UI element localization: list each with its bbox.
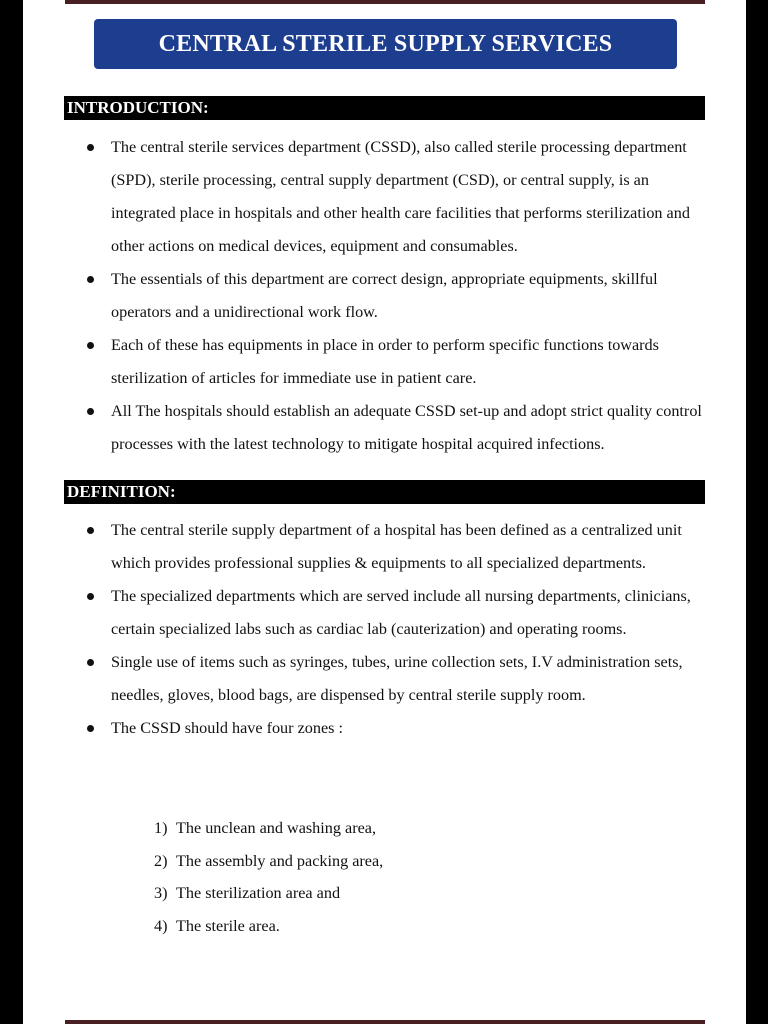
introduction-list bbox=[83, 131, 713, 461]
list-item bbox=[83, 514, 713, 580]
list-item-text: Single use of items such as syringes, tubes, urine collection sets, I.V administration sets, needles, gloves, blood bags, are dispensed by central sterile supply room. bbox=[111, 653, 683, 704]
zone-text: The unclean and washing area, bbox=[176, 819, 377, 837]
list-item bbox=[83, 580, 713, 646]
bullet-icon bbox=[87, 527, 94, 534]
title-banner bbox=[94, 19, 677, 69]
list-item bbox=[83, 646, 713, 712]
zone-item bbox=[154, 845, 383, 878]
zone-text: The sterilization area and bbox=[176, 884, 341, 902]
bullet-icon bbox=[87, 408, 94, 415]
bottom-rule bbox=[65, 1020, 705, 1024]
list-item-text: The central sterile services department (CSSD), also called sterile processing department (SPD), sterile processing, central supply department (CSD), or central supply, is an integrated place in hospitals and other health care facilities that performs sterilization and other actions on medical devices, equipment and consumables. bbox=[111, 138, 690, 255]
section-header-definition bbox=[64, 480, 705, 504]
section-heading: INTRODUCTION: bbox=[67, 98, 209, 117]
list-item bbox=[83, 263, 713, 329]
list-item-text: The CSSD should have four zones : bbox=[111, 719, 343, 737]
list-item-text: The central sterile supply department of a hospital has been defined as a centralized unit which provides professional supplies & equipments to all specialized departments. bbox=[111, 521, 682, 572]
definition-list bbox=[83, 514, 713, 745]
page-title: CENTRAL STERILE SUPPLY SERVICES bbox=[158, 30, 613, 57]
document-page bbox=[23, 0, 746, 1024]
bullet-icon bbox=[87, 725, 94, 732]
zone-text: The sterile area. bbox=[176, 916, 280, 935]
list-item bbox=[83, 712, 713, 745]
zone-number: 4) bbox=[154, 916, 168, 935]
zones-list bbox=[154, 812, 383, 942]
top-rule bbox=[65, 0, 705, 4]
zone-number: 2) bbox=[154, 851, 168, 870]
list-item bbox=[83, 329, 713, 395]
bullet-icon bbox=[87, 342, 94, 349]
bullet-icon bbox=[87, 659, 94, 666]
list-item-text: The essentials of this department are correct design, appropriate equipments, skillful operators and a unidirectional work flow. bbox=[111, 270, 658, 321]
zone-item bbox=[154, 910, 383, 943]
list-item bbox=[83, 395, 713, 461]
list-item-text: All The hospitals should establish an adequate CSSD set-up and adopt strict quality control processes with the latest technology to mitigate hospital acquired infections. bbox=[111, 402, 702, 453]
list-item-text: The specialized departments which are served include all nursing departments, clinicians, certain specialized labs such as cardiac lab (cauterization) and operating rooms. bbox=[111, 587, 691, 638]
list-item-text: Each of these has equipments in place in order to perform specific functions towards sterilization of articles for immediate use in patient care. bbox=[111, 336, 659, 387]
section-header-introduction bbox=[64, 96, 705, 120]
section-heading: DEFINITION: bbox=[67, 482, 176, 501]
zone-item bbox=[154, 877, 383, 910]
list-item bbox=[83, 131, 713, 263]
zone-number: 1) bbox=[154, 819, 168, 837]
bullet-icon bbox=[87, 276, 94, 283]
bullet-icon bbox=[87, 593, 94, 600]
zone-number: 3) bbox=[154, 884, 168, 902]
zone-item bbox=[154, 812, 383, 845]
zone-text: The assembly and packing area, bbox=[176, 851, 384, 870]
bullet-icon bbox=[87, 144, 94, 151]
